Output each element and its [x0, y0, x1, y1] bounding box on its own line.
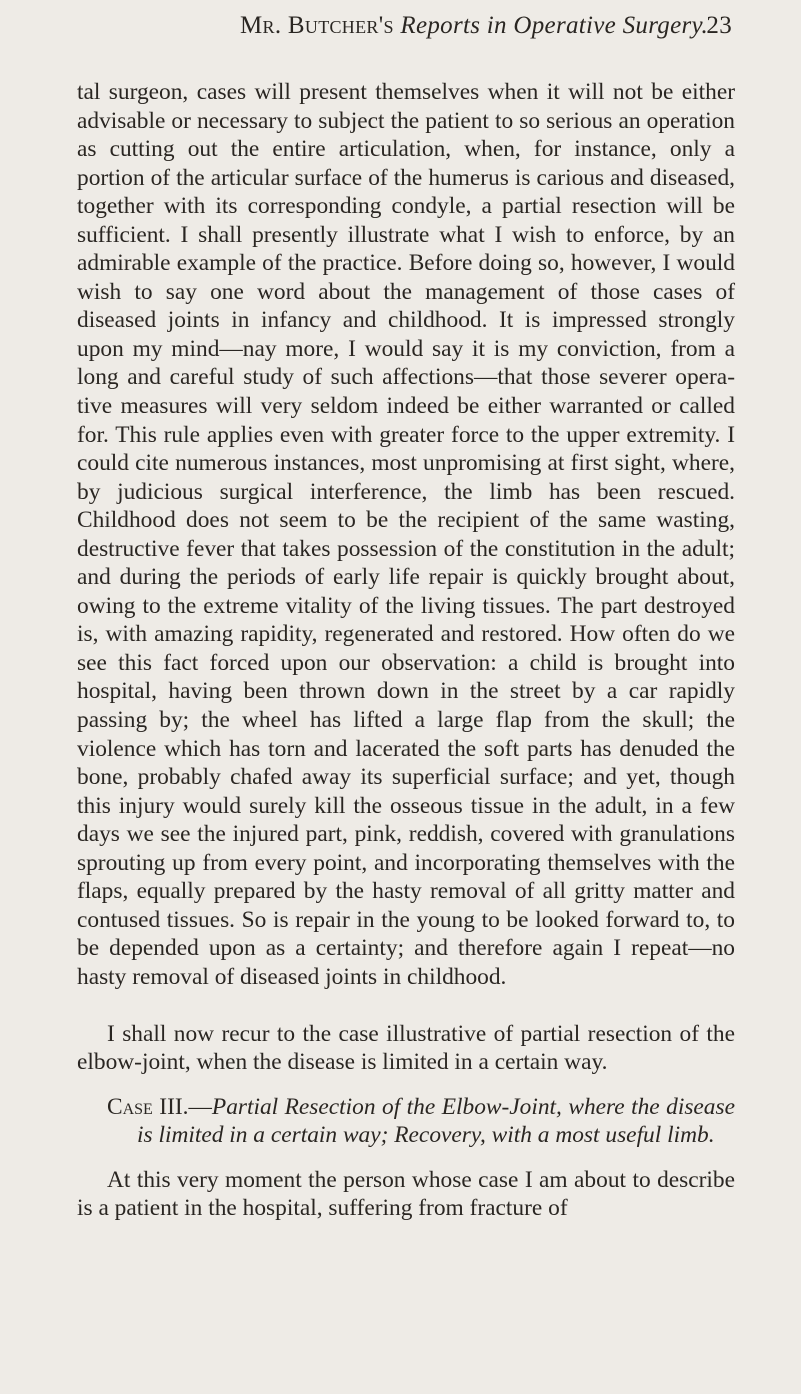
running-head-author: Mr. Butcher's: [240, 12, 401, 39]
paragraph-case-description: At this very moment the person whose case I am about to describe is a patient in the hospital, suffering from fracture of: [77, 1166, 735, 1222]
body-text: [77, 78, 735, 1223]
running-head-title: [240, 12, 708, 40]
case-dash: —: [188, 1093, 212, 1120]
paragraph-continued: tal surgeon, cases will present themselves when it will not be either advisable or necessary to subject the patient to so serious an operation as cutting out the entire articulation, when, for instance, only a portion of the articular surface of the humerus is carious and diseased, together with its corresponding condyle, a partial resection will be sufficient. I shall presently illustrate what I wish to enforce, by an admirable example of the practice. Before doing so, however, I would wish to say one word about the management of those cases of diseased joints in infancy and childhood. It is impressed strongly upon my mind—nay more, I would say it is my conviction, from a long and careful study of such affections—that those severer operative measures will very seldom indeed be either warranted or called for. This rule applies even with greater force to the upper extremity. I could cite numerous instances, most unpromising at first sight, where, by judicious surgical interference, the limb has been rescued. Childhood does not seem to be the recipient of the same wasting, destructive fever that takes possession of the constitution in the adult; and during the periods of early life repair is quickly brought about, owing to the extreme vitality of the living tissues. The part destroyed is, with amazing rapidity, regenerated and restored. How often do we see this fact forced upon our observation: a child is brought into hospital, having been thrown down in the street by a car rapidly passing by; the wheel has lifted a large flap from the skull; the violence which has torn and lacerated the soft parts has denuded the bone, probably chafed away its superficial surface; and yet, though this injury would surely kill the osseous tissue in the adult, in a few days we see the injured part, pink, reddish, covered with granulations sprouting up from every point, and incorporating themselves with the flaps, equally prepared by the hasty removal of all gritty matter and contused tissues. So is repair in the young to be looked forward to, to be depended upon as a certainty; and therefore again I repeat—no hasty removal of diseased joints in childhood.: [77, 79, 735, 990]
case-label: Case III.: [107, 1093, 189, 1120]
paragraph-recur-case: I shall now recur to the case illustrative of partial resection of the elbow-joint, when the disease is limited in a certain way.: [77, 1020, 735, 1076]
page-number: 23: [706, 12, 732, 39]
running-head-work-title: Reports in Operative Surgery.: [400, 12, 709, 39]
case-title: Partial Resection of the Elbow-Joint, where the disease is limited in a certain way; Recovery, with a most useful limb.: [137, 1093, 735, 1149]
case-heading: [107, 1093, 735, 1150]
running-head: [114, 12, 732, 52]
